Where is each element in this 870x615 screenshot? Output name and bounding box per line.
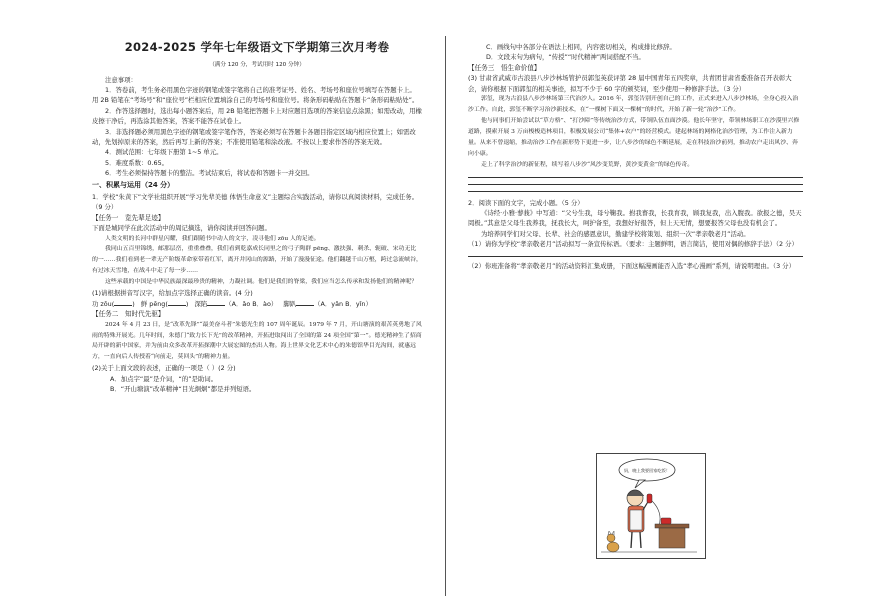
question-1-2: (2)关于上面文段的表述，正确的一项是（ ）(2 分) (92, 364, 236, 373)
task2-heading: 【任务二 知时代先驱】 (92, 309, 165, 318)
table (655, 524, 689, 528)
fill-item: 鲜 pēng( ) (140, 299, 189, 308)
notes-heading: 注意事项： (105, 75, 137, 84)
answer-line[interactable] (468, 184, 803, 185)
cartoon-drawing (597, 454, 705, 558)
note-item: 5．难度系数：0.65。 (105, 158, 169, 167)
task1-passage: 我同山五百里锦绣，邮那层峦，重重叠叠，我们看到乾嘉成长同里之的弓子陶群 pēng、激扶强、刺杀、轭破、宋功无比的一……我们看到老一辈无产阶级革命家带着红军，离开井冈山的源路，开始了漫漫征途。他们翻越千山万壑，跨过急流峡谷，有过冰天雪地，在战斗中走了每一步…… (92, 246, 422, 275)
note-item: 2．作答选择题时，选出每小题答案后，用 2B 铅笔把答题卡上对应题目选项的答案信息点涂黑；如需改动，用橡皮擦干净后，再选涂其他答案，答案不能答在试卷上。 (92, 106, 422, 126)
task1-heading: 【任务一 览先辈足迹】 (92, 213, 165, 222)
note-item: 3．非选择题必须用黑色字迹的钢笔或签字笔作答，答案必须写在答题卡各题目指定区域内相应位置上；如需改动，先划掉原来的答案，然后再写上新的答案；不准使用铅笔和涂改液。不按以上要求作答的答案无效。 (92, 127, 416, 146)
bubble-text: 妈，晚上我要回家吃饭！ (623, 468, 671, 473)
option-a: A．加点字“最”是介词，“的”是助词。 (110, 374, 218, 383)
question-2-2: （2）你班准备将“孝亲敬老月”的活动资料汇集成册，下面这幅漫画能否入选“孝心漫画”系列，请说明理由。（3 分） (468, 261, 795, 270)
task3-passage: 郭玺，现为古浪县八步沙林场第三代治沙人。2016 年，郭玺告别开创自己的工作，正式来进入八步沙林场，全身心投入治沙工作。自此，郭玺不断学习治沙新技术，在“一棵树下面又一棵树”的时代，开始了新一轮“治沙”工作。 (468, 96, 799, 114)
question-2-passage: 为培养同学们对父母、长辈、社会的感恩意识，勤建学校将策划、组织一次“孝亲敬老月”活动。 (481, 229, 750, 238)
answer-line[interactable] (468, 191, 803, 192)
answer-blank[interactable] (296, 299, 314, 306)
option-d: D．文段末句为病句，“传授”“时代精神”两词搭配不当。 (486, 53, 645, 62)
left-column (92, 38, 422, 394)
note-item: 4．测试范围：七年级下册第 1~5 单元。 (105, 148, 223, 157)
question-2-passage: 《诗经·小雅·蓼莪》中写道：“父兮生我，母兮鞠我。拊我畜我，长我育我，顾我复我，出入腹我。欲报之德，昊天罔极。”其意是父母生我养我，抚我长大，呵护备至，我想好好报答，但上天无情，想要报答父母也没有机会了。 (468, 209, 802, 228)
question-1-1: (1)请根据拼音写汉字，给加点字选择正确的读音。(4 分) (92, 289, 253, 298)
cat-figure (607, 534, 615, 542)
question-2-intro: 2．阅读下面的文字，完成小题。（5 分） (468, 198, 584, 207)
part1-heading: 一、积累与运用（24 分） (92, 181, 175, 190)
option-c: C．画线句中各部分在语法上相同，内容密切相关，构成排比修辞。 (486, 43, 676, 51)
fill-item: 脚趴 （A．yǎn B．yǐn） (283, 299, 372, 308)
cartoon-image (596, 453, 706, 559)
question-1-3: (3) 甘肃省武威市古浪县八步沙林场管护员郭玺英获评第 28 届中国青年五四奖章，共青团甘肃省委准备召开表彰大会，请你根据下面郭玺的相关事迹，拟写不少于 60 字的颁奖词，至少使用一种修辞手法。（3 分） (468, 74, 792, 93)
note-item: 1．答卷前，考生务必用黑色字迹的钢笔或签字笔将自己的准考证号、姓名、考场号和座位号填写在答题卡上。用 2B 铅笔在“考场号”和“座位号”栏相应位置填涂自己的考场号和座位号。将条形码粘贴在答题卡“条形码粘贴处”。 (92, 86, 419, 105)
right-column (468, 42, 803, 271)
answer-blank[interactable] (168, 299, 186, 306)
task3-passage: 走上了科学治沙的新征程，续写着八步沙“风沙变荒野，黄沙变黄金”的绿色传奇。 (481, 161, 694, 168)
option-b: B．“开山塘演”改革精神“目光炯炯”都是并列短语。 (110, 385, 256, 394)
task3-passage: 他与同事们开始尝试以“草方格”、“打沙障”等传统治沙方式，带领队伍直面沙漠。他长年坚守，带领林场职工在沙漠里兴修道路，摸索开展 3 万亩梭梭造林项目，积极发展公司“集体+农户”的经营模式。建起林场的网格化治沙管理，为工作注入新力量。从来不曾退缩，推动治沙工作在新形势下更进一步，让八步沙的绿色不断延展，走在科技治沙前列，推动农户走出风沙、奔向小康。 (468, 118, 800, 157)
answer-line[interactable] (468, 177, 803, 178)
fill-item: 功 zōu( ) (92, 299, 135, 308)
column-divider (445, 36, 446, 596)
task1-passage: 这些承载的中国是中华民族最深最珍贵的精神，力凝社调。他们是我们的脊梁，我们应当怎么传承和发扬他们的精神呢？ (105, 279, 418, 286)
phone-icon (647, 494, 652, 503)
answer-blank[interactable] (207, 299, 225, 306)
fill-item: 深陷 （A．ǎo B．ào） (194, 299, 278, 308)
exam-subtitle: （满分 120 分，考试用时 120 分钟） (209, 61, 305, 68)
question-2-1: （1）请你为学校“孝亲敬老月”活动拟写一条宣传标语。（要求：主题鲜明，语言简洁，使用对偶的修辞手法）（2 分） (468, 240, 798, 249)
answer-blank[interactable] (114, 299, 132, 306)
exam-title: 2024-2025 学年七年级语文下学期第三次月考卷 (124, 40, 390, 54)
question-1-intro: 1．学校“朱黄下”文学社组织开展“学习先辈美德 体悟生命意义”主题综合实践活动，请你以真阅读材料，完成任务。（9 分） (92, 192, 419, 212)
answer-line[interactable] (468, 256, 803, 257)
task1-passage: 人类文明的长河中群星闪耀，我们跟随书中动人的文字，凌寻他们 zōu 人的足迹。 (105, 235, 320, 242)
fill-row (92, 299, 422, 309)
task1-intro: 下面是城同学在此次活动中的周记摘选，请你阅读并回答问题。 (92, 224, 271, 233)
task2-passage: 2024 年 4 月 23 日，是“改革先锋”“最美奋斗者”朱德光生的 107 周年诞辰。1979 年 7 月，开山塘演的艰苦英勇地了风雨的特殊开展光。几年时间，朱德门“致力长下光”的改革精神，开拓进取闯出了全国的第 24 项全国“第一”。德光精神生了招商局开辟的新中国家，并为前由众多改革开拓探潮中大展宏图的杰出人物。海上世界文化艺术中心的朱德馆华目光沟间，就惠远方，一直向后人传授着“向前走，莫回头”的精神力量。 (92, 321, 422, 361)
task3-heading: 【任务三 悟生命价值】 (468, 63, 541, 72)
note-item: 6．考生必须保持答题卡的整洁。考试结束后，将试卷和答题卡一并交回。 (105, 169, 314, 178)
